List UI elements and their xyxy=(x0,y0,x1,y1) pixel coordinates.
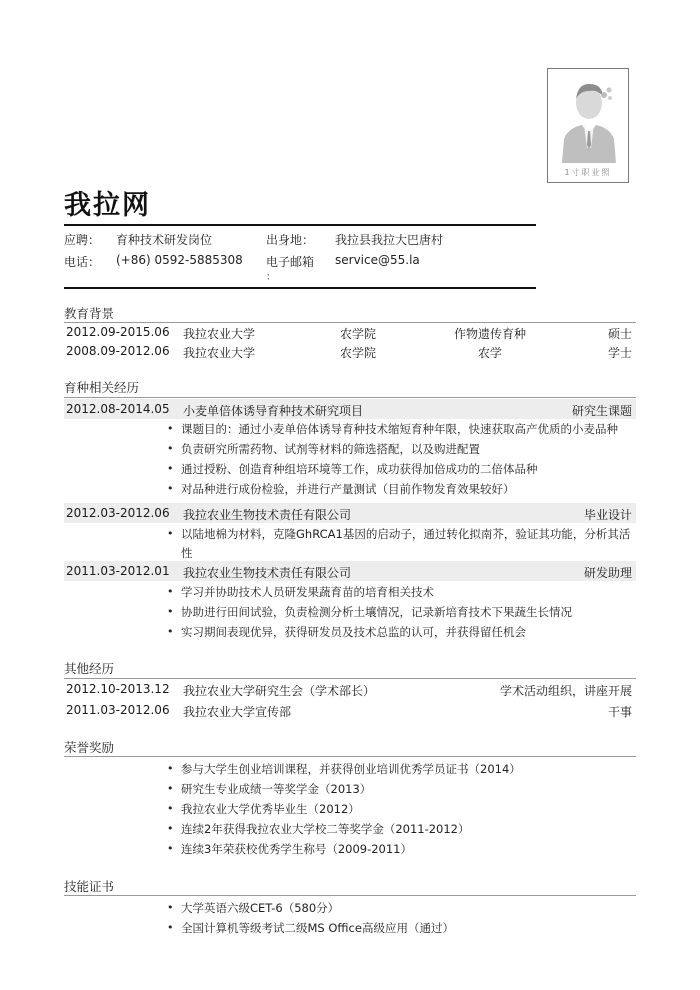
header-rule-bottom xyxy=(64,287,536,289)
list-item: • 实习期间表现优异，获得研发员及技术总监的认可，并获得留任机会 xyxy=(181,622,637,642)
phone-value: (+86) 0592-5885308 xyxy=(116,253,243,267)
education-major: 农学 xyxy=(478,346,503,360)
other-title: 其他经历 xyxy=(64,661,115,676)
experience-date: 2012.08-2014.05 xyxy=(66,402,170,416)
experience-bullets xyxy=(181,524,637,544)
experience-bullets xyxy=(181,419,637,499)
email-value[interactable]: service@55.la xyxy=(335,253,420,267)
experience-header-row xyxy=(64,503,636,523)
person-silhouette-icon xyxy=(554,73,624,165)
list-item: • 大学英语六级CET-6（580分） xyxy=(181,898,637,918)
experience-date: 2012.03-2012.06 xyxy=(66,506,170,520)
list-item: • 全国计算机等级考试二级MS Office高级应用（通过） xyxy=(181,918,637,938)
position-value: 育种技术研发岗位 xyxy=(116,233,213,247)
breeding-title: 育种相关经历 xyxy=(64,380,140,395)
resume-name: 我拉网 xyxy=(64,190,151,221)
other-row xyxy=(64,679,636,699)
list-item: • 对品种进行成份检验，并进行产量测试（目前作物发育效果较好） xyxy=(181,479,637,499)
education-date: 2012.09-2015.06 xyxy=(66,325,170,339)
experience-date: 2011.03-2012.01 xyxy=(66,564,170,578)
profile-photo xyxy=(547,68,629,183)
list-item: • 负责研究所需药物、试剂等材料的筛选搭配，以及购进配置 xyxy=(181,439,637,459)
education-row xyxy=(64,322,636,342)
list-item: • 学习并协助技术人员研发果蔬育苗的培育相关技术 xyxy=(181,582,637,602)
experience-header-row xyxy=(64,561,636,581)
other-name: 我拉农业大学研究生会（学术部长） xyxy=(183,684,376,698)
education-college: 农学院 xyxy=(340,346,377,360)
education-date: 2008.09-2012.06 xyxy=(66,344,170,358)
header-rule-top xyxy=(64,224,536,226)
other-name: 我拉农业大学宣传部 xyxy=(183,705,292,719)
education-title: 教育背景 xyxy=(64,306,115,321)
education-major: 作物遗传育种 xyxy=(454,327,527,341)
section-rule xyxy=(64,895,636,896)
education-degree: 硕士 xyxy=(607,327,632,341)
other-role: 学术活动组织，讲座开展 xyxy=(499,684,632,698)
list-item: • 通过授粉、创造育种组培环境等工作，成功获得加倍成功的二倍体品种 xyxy=(181,459,637,479)
list-item: • 课题目的：通过小麦单倍体诱导育种技术缩短育种年限，快速获取高产优质的小麦品种 xyxy=(181,419,637,439)
list-item: • 参与大学生创业培训课程，并获得创业培训优秀学员证书（2014） xyxy=(181,759,637,779)
email-label-colon: ： xyxy=(266,272,276,283)
honors-list xyxy=(181,759,637,859)
education-row xyxy=(64,341,636,361)
education-college: 农学院 xyxy=(340,327,377,341)
experience-header-row xyxy=(64,399,636,419)
position-label: 应聘： xyxy=(64,233,101,247)
email-label: 电子邮箱 xyxy=(266,255,315,269)
list-item-continuation: 性 xyxy=(181,546,193,560)
experience-role: 研究生课题 xyxy=(571,404,632,418)
honors-title: 荣誉奖励 xyxy=(64,740,115,755)
skills-title: 技能证书 xyxy=(64,879,115,894)
experience-role: 毕业设计 xyxy=(583,508,632,522)
list-item: • 研究生专业成绩一等奖学金（2013） xyxy=(181,779,637,799)
education-school: 我拉农业大学 xyxy=(183,327,256,341)
experience-name: 我拉农业生物技术责任有限公司 xyxy=(183,508,352,522)
other-row xyxy=(64,700,636,720)
list-item: • 我拉农业大学优秀毕业生（2012） xyxy=(181,799,637,819)
experience-bullets xyxy=(181,582,637,642)
list-item: • 连续3年荣获校优秀学生称号（2009-2011） xyxy=(181,839,637,859)
skills-list xyxy=(181,898,637,938)
experience-name: 小麦单倍体诱导育种技术研究项目 xyxy=(183,404,364,418)
education-degree: 学士 xyxy=(607,346,632,360)
list-item: • 协助进行田间试验，负责检测分析土壤情况，记录新培育技术下果蔬生长情况 xyxy=(181,602,637,622)
phone-label: 电话： xyxy=(64,255,101,269)
other-date: 2011.03-2012.06 xyxy=(66,703,170,717)
other-role: 干事 xyxy=(607,705,632,719)
other-date: 2012.10-2013.12 xyxy=(66,682,170,696)
list-item: • 连续2年获得我拉农业大学校二等奖学金（2011-2012） xyxy=(181,819,637,839)
experience-role: 研发助理 xyxy=(583,566,632,580)
education-school: 我拉农业大学 xyxy=(183,346,256,360)
origin-label: 出身地： xyxy=(266,233,315,247)
photo-caption: 1寸职业照 xyxy=(564,168,612,177)
experience-name: 我拉农业生物技术责任有限公司 xyxy=(183,566,352,580)
section-rule xyxy=(64,397,636,398)
section-rule xyxy=(64,756,636,757)
list-item: • 以陆地棉为材料，克隆GhRCA1基因的启动子，通过转化拟南芥，验证其功能，分析其活 xyxy=(181,524,637,544)
origin-value: 我拉县我拉大巴唐村 xyxy=(335,233,444,247)
